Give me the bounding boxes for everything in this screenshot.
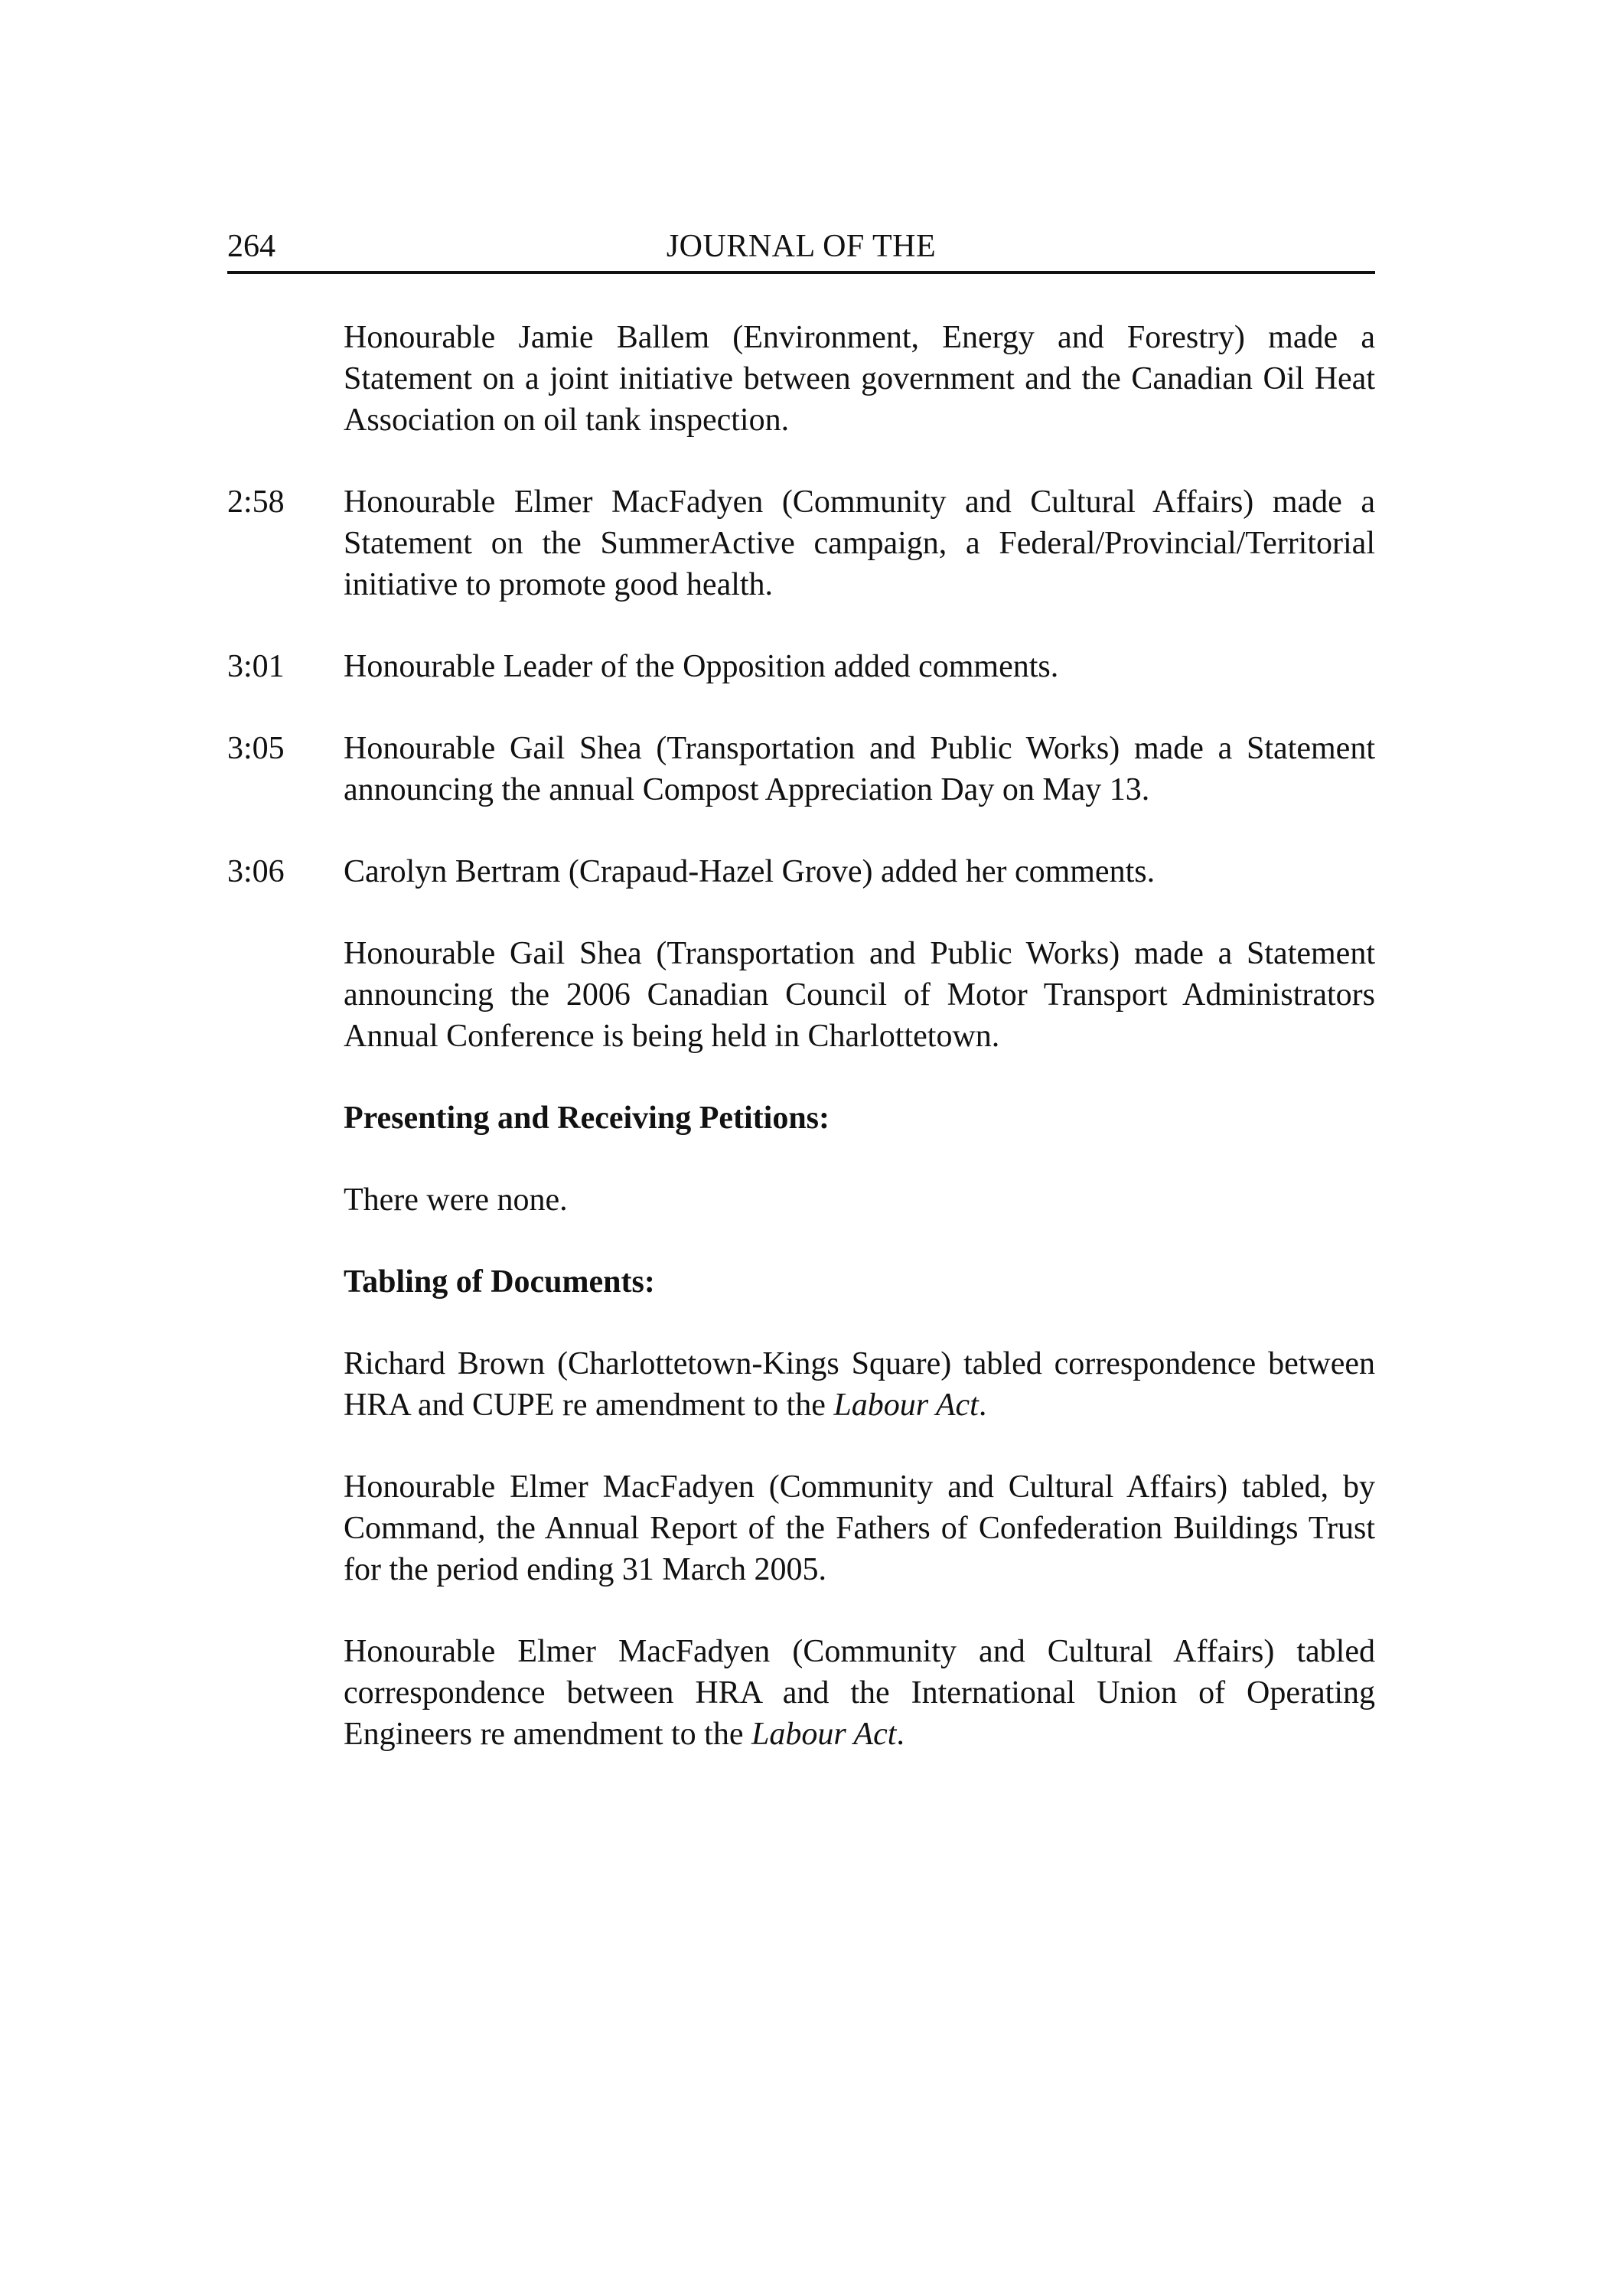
entry-time: [227, 317, 344, 441]
entry-text-main: Honourable Elmer MacFadyen (Community and Cultural Affairs) tabled correspondence between HRA and the International Union of Operating Engineers re amendment to the: [344, 1634, 1375, 1752]
entry-text: Honourable Gail Shea (Transportation and Public Works) made a Statement announcing the 2006 Canadian Council of Motor Transport Administrators Annual Conference is being held in Charlottetown.: [344, 936, 1375, 1054]
entry-text: Honourable Jamie Ballem (Environment, Energy and Forestry) made a Statement on a joint initiative between government and the Canadian Oil Heat Association on oil tank inspection.: [344, 320, 1375, 438]
entry-text-end: .: [978, 1388, 987, 1423]
entry-time: [227, 1631, 344, 1755]
journal-entry-shea-compost-statement: [227, 728, 1375, 810]
act-title: Labour Act: [751, 1717, 897, 1752]
journal-entry-ballem-statement: [227, 317, 1375, 441]
page-header: [227, 228, 1375, 274]
entry-time: [227, 933, 344, 1057]
entry-text: Carolyn Bertram (Crapaud-Hazel Grove) added her comments.: [344, 854, 1156, 889]
entry-time: [227, 1179, 344, 1221]
journal-entry-opposition-comments: [227, 646, 1375, 687]
journal-entry-bertram-comments: [227, 851, 1375, 892]
entry-time: [227, 1261, 344, 1303]
entry-time: 3:05: [227, 731, 285, 766]
journal-entries: [227, 317, 1375, 1795]
entry-text: Honourable Elmer MacFadyen (Community and Cultural Affairs) tabled, by Command, the Annual Report of the Fathers of Confederation Buildings Trust for the period ending 31 March 2005.: [344, 1469, 1375, 1587]
entry-text: Honourable Leader of the Opposition added comments.: [344, 649, 1059, 684]
entry-time: 3:06: [227, 854, 285, 889]
journal-entry-macfadyen-correspondence: [227, 1631, 1375, 1755]
page-number: 264: [227, 229, 275, 264]
entry-text: Honourable Elmer MacFadyen (Community and Cultural Affairs) made a Statement on the SummerActive campaign, a Federal/Provincial/Territorial initiative to promote good health.: [344, 484, 1375, 602]
entry-time: [227, 1466, 344, 1590]
journal-heading-petitions: [227, 1097, 1375, 1139]
entry-time: 3:01: [227, 649, 285, 684]
journal-entry-macfadyen-statement: [227, 481, 1375, 605]
entry-text: [344, 1631, 1375, 1755]
section-heading: Presenting and Receiving Petitions:: [344, 1101, 830, 1136]
entry-time: 2:58: [227, 484, 285, 520]
entry-text: There were none.: [344, 1182, 568, 1218]
journal-entry-macfadyen-report: [227, 1466, 1375, 1590]
running-title: JOURNAL OF THE: [666, 229, 937, 264]
journal-heading-tabling: [227, 1261, 1375, 1303]
entry-time: [227, 1097, 344, 1139]
journal-entry-no-petitions: [227, 1179, 1375, 1221]
entry-text-end: .: [896, 1717, 905, 1752]
entry-text-main: Richard Brown (Charlottetown-Kings Square) tabled correspondence between HRA and CUPE re amendment to the: [344, 1346, 1375, 1423]
entry-time: [227, 1343, 344, 1426]
section-heading: Tabling of Documents:: [344, 1264, 655, 1300]
entry-text: Honourable Gail Shea (Transportation and Public Works) made a Statement announcing the annual Compost Appreciation Day on May 13.: [344, 731, 1375, 807]
journal-entry-brown-tabled: [227, 1343, 1375, 1426]
entry-text: [344, 1343, 1375, 1426]
act-title: Labour Act: [833, 1388, 979, 1423]
journal-entry-shea-conference-statement: [227, 933, 1375, 1057]
